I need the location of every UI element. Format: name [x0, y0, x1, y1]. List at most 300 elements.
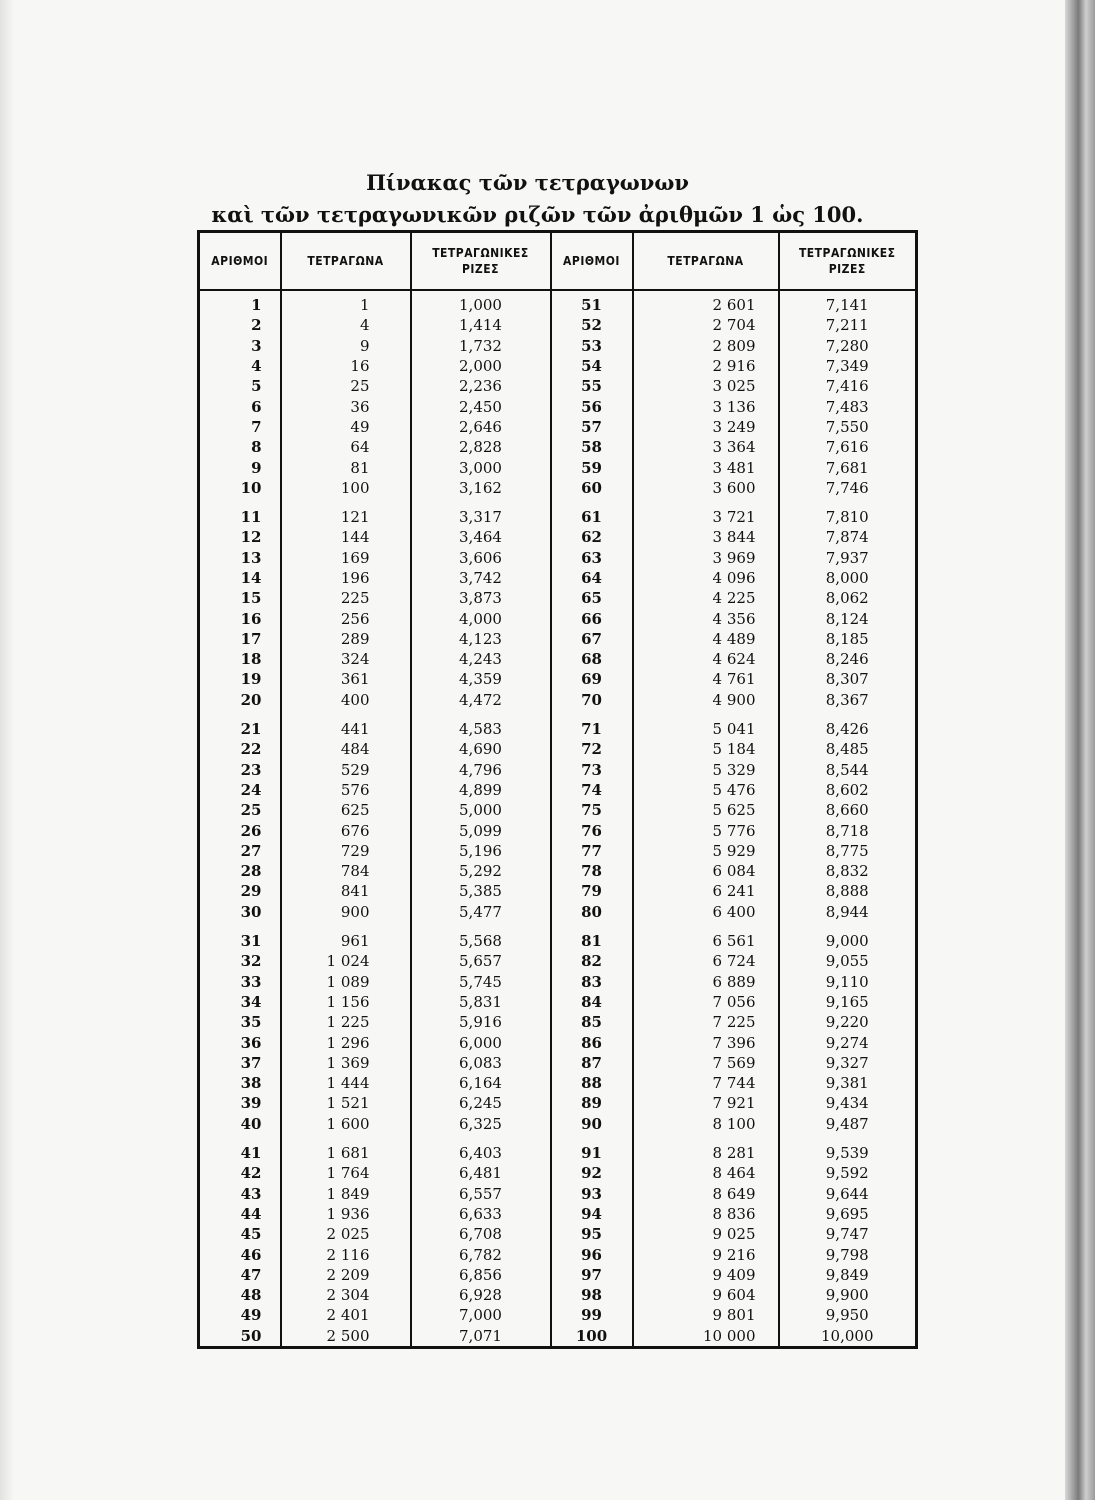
root-left: 4,359 [411, 669, 551, 689]
root-right: 9,381 [779, 1073, 917, 1093]
root-right: 7,681 [779, 457, 917, 477]
table-row [199, 437, 917, 457]
root-left: 2,450 [411, 396, 551, 416]
square-right: 4 761 [633, 669, 779, 689]
root-left: 4,243 [411, 649, 551, 669]
square-right: 3 249 [633, 417, 779, 437]
square-left: 4 [281, 315, 411, 335]
root-left: 5,477 [411, 902, 551, 922]
number-right: 94 [551, 1204, 633, 1224]
root-right: 8,246 [779, 649, 917, 669]
square-left: 1 369 [281, 1053, 411, 1073]
number-right: 90 [551, 1114, 633, 1134]
header-roots-left [411, 232, 551, 291]
root-right: 8,602 [779, 780, 917, 800]
number-left: 41 [199, 1134, 281, 1163]
square-left: 841 [281, 881, 411, 901]
square-left: 196 [281, 568, 411, 588]
square-right: 8 649 [633, 1183, 779, 1203]
root-left: 6,633 [411, 1204, 551, 1224]
table-row [199, 1012, 917, 1032]
number-right: 51 [551, 290, 633, 315]
square-right: 2 916 [633, 356, 779, 376]
number-left: 26 [199, 820, 281, 840]
root-right: 9,592 [779, 1163, 917, 1183]
table-row [199, 1163, 917, 1183]
number-right: 86 [551, 1032, 633, 1052]
number-left: 49 [199, 1305, 281, 1325]
number-right: 87 [551, 1053, 633, 1073]
square-left: 144 [281, 527, 411, 547]
table-row [199, 1093, 917, 1113]
number-left: 48 [199, 1285, 281, 1305]
root-right: 9,539 [779, 1134, 917, 1163]
table-row [199, 861, 917, 881]
square-right: 4 356 [633, 608, 779, 628]
table-row [199, 780, 917, 800]
root-left: 6,708 [411, 1224, 551, 1244]
root-left: 3,317 [411, 498, 551, 527]
table-row [199, 1183, 917, 1203]
number-right: 76 [551, 820, 633, 840]
square-right: 7 056 [633, 992, 779, 1012]
square-right: 9 801 [633, 1305, 779, 1325]
square-left: 1 089 [281, 972, 411, 992]
number-left: 37 [199, 1053, 281, 1073]
number-right: 100 [551, 1326, 633, 1348]
number-right: 75 [551, 800, 633, 820]
table-row [199, 760, 917, 780]
header-numbers-right: ΑΡΙΘΜΟΙ [551, 232, 633, 291]
table-row [199, 739, 917, 759]
table-row [199, 1114, 917, 1134]
number-right: 58 [551, 437, 633, 457]
number-right: 93 [551, 1183, 633, 1203]
number-right: 67 [551, 629, 633, 649]
number-left: 47 [199, 1265, 281, 1285]
number-left: 16 [199, 608, 281, 628]
square-right: 3 600 [633, 478, 779, 498]
square-right: 7 396 [633, 1032, 779, 1052]
table-row [199, 710, 917, 739]
square-left: 64 [281, 437, 411, 457]
root-right: 9,644 [779, 1183, 917, 1203]
root-left: 6,403 [411, 1134, 551, 1163]
number-left: 15 [199, 588, 281, 608]
root-right: 8,000 [779, 568, 917, 588]
square-right: 5 476 [633, 780, 779, 800]
square-left: 784 [281, 861, 411, 881]
square-right: 2 704 [633, 315, 779, 335]
square-right: 4 624 [633, 649, 779, 669]
root-left: 2,828 [411, 437, 551, 457]
table-title-line-1: Πίνακας τῶν τετραγωνων [366, 170, 689, 195]
root-right: 8,485 [779, 739, 917, 759]
number-left: 11 [199, 498, 281, 527]
square-left: 1 764 [281, 1163, 411, 1183]
table-row [199, 1053, 917, 1073]
root-left: 4,899 [411, 780, 551, 800]
root-left: 6,325 [411, 1114, 551, 1134]
root-right: 9,487 [779, 1114, 917, 1134]
number-right: 60 [551, 478, 633, 498]
table-row [199, 1073, 917, 1093]
square-right: 2 809 [633, 336, 779, 356]
square-left: 484 [281, 739, 411, 759]
number-right: 74 [551, 780, 633, 800]
square-left: 961 [281, 922, 411, 951]
number-right: 83 [551, 972, 633, 992]
number-right: 61 [551, 498, 633, 527]
root-right: 8,660 [779, 800, 917, 820]
square-right: 5 625 [633, 800, 779, 820]
root-left: 7,071 [411, 1326, 551, 1348]
header-roots-left-line2: ΡΙΖΕΣ [461, 262, 499, 276]
number-left: 8 [199, 437, 281, 457]
table-row [199, 951, 917, 971]
number-left: 29 [199, 881, 281, 901]
root-left: 3,873 [411, 588, 551, 608]
number-left: 34 [199, 992, 281, 1012]
square-left: 729 [281, 841, 411, 861]
square-left: 361 [281, 669, 411, 689]
root-left: 4,796 [411, 760, 551, 780]
square-left: 2 304 [281, 1285, 411, 1305]
square-right: 9 409 [633, 1265, 779, 1285]
number-right: 70 [551, 690, 633, 710]
square-left: 289 [281, 629, 411, 649]
table-row [199, 820, 917, 840]
root-left: 1,414 [411, 315, 551, 335]
root-left: 5,099 [411, 820, 551, 840]
square-left: 1 225 [281, 1012, 411, 1032]
root-right: 9,798 [779, 1244, 917, 1264]
table-row [199, 608, 917, 628]
root-left: 3,464 [411, 527, 551, 547]
root-right: 9,695 [779, 1204, 917, 1224]
square-right: 3 025 [633, 376, 779, 396]
square-left: 1 156 [281, 992, 411, 1012]
square-right: 6 084 [633, 861, 779, 881]
square-right: 5 184 [633, 739, 779, 759]
number-right: 63 [551, 548, 633, 568]
table-row [199, 356, 917, 376]
table-row [199, 669, 917, 689]
number-left: 38 [199, 1073, 281, 1093]
number-left: 40 [199, 1114, 281, 1134]
table-row [199, 417, 917, 437]
root-right: 9,220 [779, 1012, 917, 1032]
square-left: 2 025 [281, 1224, 411, 1244]
number-left: 4 [199, 356, 281, 376]
table-row [199, 1134, 917, 1163]
table-row [199, 1285, 917, 1305]
square-right: 7 225 [633, 1012, 779, 1032]
square-left: 441 [281, 710, 411, 739]
number-right: 78 [551, 861, 633, 881]
square-left: 1 521 [281, 1093, 411, 1113]
root-left: 6,000 [411, 1032, 551, 1052]
table-row [199, 629, 917, 649]
square-right: 4 489 [633, 629, 779, 649]
table-row [199, 922, 917, 951]
number-right: 98 [551, 1285, 633, 1305]
header-squares-left: ΤΕΤΡΑΓΩΝΑ [281, 232, 411, 291]
root-left: 2,000 [411, 356, 551, 376]
square-right: 6 241 [633, 881, 779, 901]
square-left: 1 936 [281, 1204, 411, 1224]
number-left: 5 [199, 376, 281, 396]
square-right: 8 836 [633, 1204, 779, 1224]
root-right: 9,110 [779, 972, 917, 992]
square-left: 1 296 [281, 1032, 411, 1052]
squares-roots-table [197, 230, 918, 1349]
square-right: 4 096 [633, 568, 779, 588]
root-left: 5,568 [411, 922, 551, 951]
number-left: 21 [199, 710, 281, 739]
number-right: 77 [551, 841, 633, 861]
root-right: 8,944 [779, 902, 917, 922]
header-roots-right-line1: ΤΕΤΡΑΓΩΝΙΚΕΣ [798, 246, 896, 260]
number-left: 10 [199, 478, 281, 498]
square-right: 5 776 [633, 820, 779, 840]
root-left: 3,606 [411, 548, 551, 568]
root-right: 7,141 [779, 290, 917, 315]
table-row [199, 315, 917, 335]
root-left: 6,245 [411, 1093, 551, 1113]
root-right: 9,055 [779, 951, 917, 971]
header-numbers-left: ΑΡΙΘΜΟΙ [199, 232, 281, 291]
number-right: 79 [551, 881, 633, 901]
square-right: 9 025 [633, 1224, 779, 1244]
number-right: 54 [551, 356, 633, 376]
table-row [199, 376, 917, 396]
root-right: 7,416 [779, 376, 917, 396]
square-right: 6 889 [633, 972, 779, 992]
square-right: 6 561 [633, 922, 779, 951]
root-left: 4,690 [411, 739, 551, 759]
table-row [199, 457, 917, 477]
number-right: 84 [551, 992, 633, 1012]
number-left: 31 [199, 922, 281, 951]
root-right: 9,900 [779, 1285, 917, 1305]
number-left: 24 [199, 780, 281, 800]
header-roots-right [779, 232, 917, 291]
root-left: 4,000 [411, 608, 551, 628]
square-right: 4 900 [633, 690, 779, 710]
table-row [199, 568, 917, 588]
number-left: 1 [199, 290, 281, 315]
table-row [199, 902, 917, 922]
square-right: 8 281 [633, 1134, 779, 1163]
square-left: 1 849 [281, 1183, 411, 1203]
root-right: 9,950 [779, 1305, 917, 1325]
square-right: 3 721 [633, 498, 779, 527]
root-left: 6,083 [411, 1053, 551, 1073]
number-right: 89 [551, 1093, 633, 1113]
root-left: 1,000 [411, 290, 551, 315]
table-row [199, 396, 917, 416]
root-right: 7,211 [779, 315, 917, 335]
root-right: 7,810 [779, 498, 917, 527]
table-row [199, 1305, 917, 1325]
table-row [199, 1244, 917, 1264]
root-right: 9,000 [779, 922, 917, 951]
number-left: 30 [199, 902, 281, 922]
square-right: 6 724 [633, 951, 779, 971]
root-right: 9,327 [779, 1053, 917, 1073]
square-right: 7 744 [633, 1073, 779, 1093]
square-right: 5 929 [633, 841, 779, 861]
square-right: 3 481 [633, 457, 779, 477]
root-left: 4,583 [411, 710, 551, 739]
square-left: 529 [281, 760, 411, 780]
number-left: 28 [199, 861, 281, 881]
square-left: 225 [281, 588, 411, 608]
table-row [199, 649, 917, 669]
square-left: 121 [281, 498, 411, 527]
number-right: 52 [551, 315, 633, 335]
table-row [199, 336, 917, 356]
root-left: 2,236 [411, 376, 551, 396]
square-left: 100 [281, 478, 411, 498]
table-row [199, 1204, 917, 1224]
square-left: 16 [281, 356, 411, 376]
square-left: 49 [281, 417, 411, 437]
number-right: 91 [551, 1134, 633, 1163]
square-left: 36 [281, 396, 411, 416]
square-right: 7 569 [633, 1053, 779, 1073]
number-right: 69 [551, 669, 633, 689]
root-left: 6,164 [411, 1073, 551, 1093]
table-row [199, 588, 917, 608]
root-right: 7,937 [779, 548, 917, 568]
number-right: 96 [551, 1244, 633, 1264]
root-left: 4,472 [411, 690, 551, 710]
square-left: 1 [281, 290, 411, 315]
root-right: 7,483 [779, 396, 917, 416]
number-right: 53 [551, 336, 633, 356]
number-left: 3 [199, 336, 281, 356]
root-left: 3,742 [411, 568, 551, 588]
root-left: 6,782 [411, 1244, 551, 1264]
square-left: 2 500 [281, 1326, 411, 1348]
table-row [199, 478, 917, 498]
root-right: 8,775 [779, 841, 917, 861]
number-left: 19 [199, 669, 281, 689]
number-right: 82 [551, 951, 633, 971]
number-right: 97 [551, 1265, 633, 1285]
root-right: 8,426 [779, 710, 917, 739]
header-squares-right: ΤΕΤΡΑΓΩΝΑ [633, 232, 779, 291]
root-left: 2,646 [411, 417, 551, 437]
root-right: 8,307 [779, 669, 917, 689]
root-right: 7,550 [779, 417, 917, 437]
root-left: 3,000 [411, 457, 551, 477]
number-left: 18 [199, 649, 281, 669]
root-right: 8,185 [779, 629, 917, 649]
number-left: 13 [199, 548, 281, 568]
table-row [199, 841, 917, 861]
number-right: 72 [551, 739, 633, 759]
square-left: 1 444 [281, 1073, 411, 1093]
number-left: 32 [199, 951, 281, 971]
square-left: 576 [281, 780, 411, 800]
number-left: 39 [199, 1093, 281, 1113]
table-header-row [199, 232, 917, 291]
root-left: 5,916 [411, 1012, 551, 1032]
number-right: 95 [551, 1224, 633, 1244]
root-left: 5,657 [411, 951, 551, 971]
number-left: 23 [199, 760, 281, 780]
root-right: 7,349 [779, 356, 917, 376]
root-left: 6,481 [411, 1163, 551, 1183]
table-row [199, 1265, 917, 1285]
root-right: 8,832 [779, 861, 917, 881]
number-right: 64 [551, 568, 633, 588]
square-left: 25 [281, 376, 411, 396]
square-left: 676 [281, 820, 411, 840]
root-right: 8,367 [779, 690, 917, 710]
square-left: 2 209 [281, 1265, 411, 1285]
square-right: 3 136 [633, 396, 779, 416]
number-right: 88 [551, 1073, 633, 1093]
table-row [199, 1032, 917, 1052]
table-row [199, 1224, 917, 1244]
table-row [199, 992, 917, 1012]
number-left: 46 [199, 1244, 281, 1264]
number-left: 44 [199, 1204, 281, 1224]
header-roots-left-line1: ΤΕΤΡΑΓΩΝΙΚΕΣ [432, 246, 529, 260]
number-left: 17 [199, 629, 281, 649]
number-right: 80 [551, 902, 633, 922]
square-right: 5 329 [633, 760, 779, 780]
number-right: 73 [551, 760, 633, 780]
square-right: 9 216 [633, 1244, 779, 1264]
root-right: 10,000 [779, 1326, 917, 1348]
square-right: 4 225 [633, 588, 779, 608]
number-left: 6 [199, 396, 281, 416]
root-right: 8,718 [779, 820, 917, 840]
square-right: 10 000 [633, 1326, 779, 1348]
table-body [199, 290, 917, 1347]
number-right: 62 [551, 527, 633, 547]
square-right: 8 100 [633, 1114, 779, 1134]
number-left: 2 [199, 315, 281, 335]
number-right: 68 [551, 649, 633, 669]
number-right: 65 [551, 588, 633, 608]
root-right: 8,888 [779, 881, 917, 901]
root-left: 5,292 [411, 861, 551, 881]
square-left: 81 [281, 457, 411, 477]
square-right: 3 364 [633, 437, 779, 457]
square-left: 2 401 [281, 1305, 411, 1325]
root-right: 9,434 [779, 1093, 917, 1113]
root-right: 8,544 [779, 760, 917, 780]
number-left: 36 [199, 1032, 281, 1052]
table-row [199, 800, 917, 820]
square-right: 7 921 [633, 1093, 779, 1113]
number-right: 56 [551, 396, 633, 416]
number-left: 7 [199, 417, 281, 437]
square-left: 900 [281, 902, 411, 922]
square-left: 9 [281, 336, 411, 356]
square-right: 5 041 [633, 710, 779, 739]
table-title-line-2: καὶ τῶν τετραγωνικῶν ριζῶν τῶν ἀριθμῶν 1 ὡς 100. [211, 202, 864, 227]
number-left: 35 [199, 1012, 281, 1032]
number-right: 85 [551, 1012, 633, 1032]
square-right: 3 844 [633, 527, 779, 547]
